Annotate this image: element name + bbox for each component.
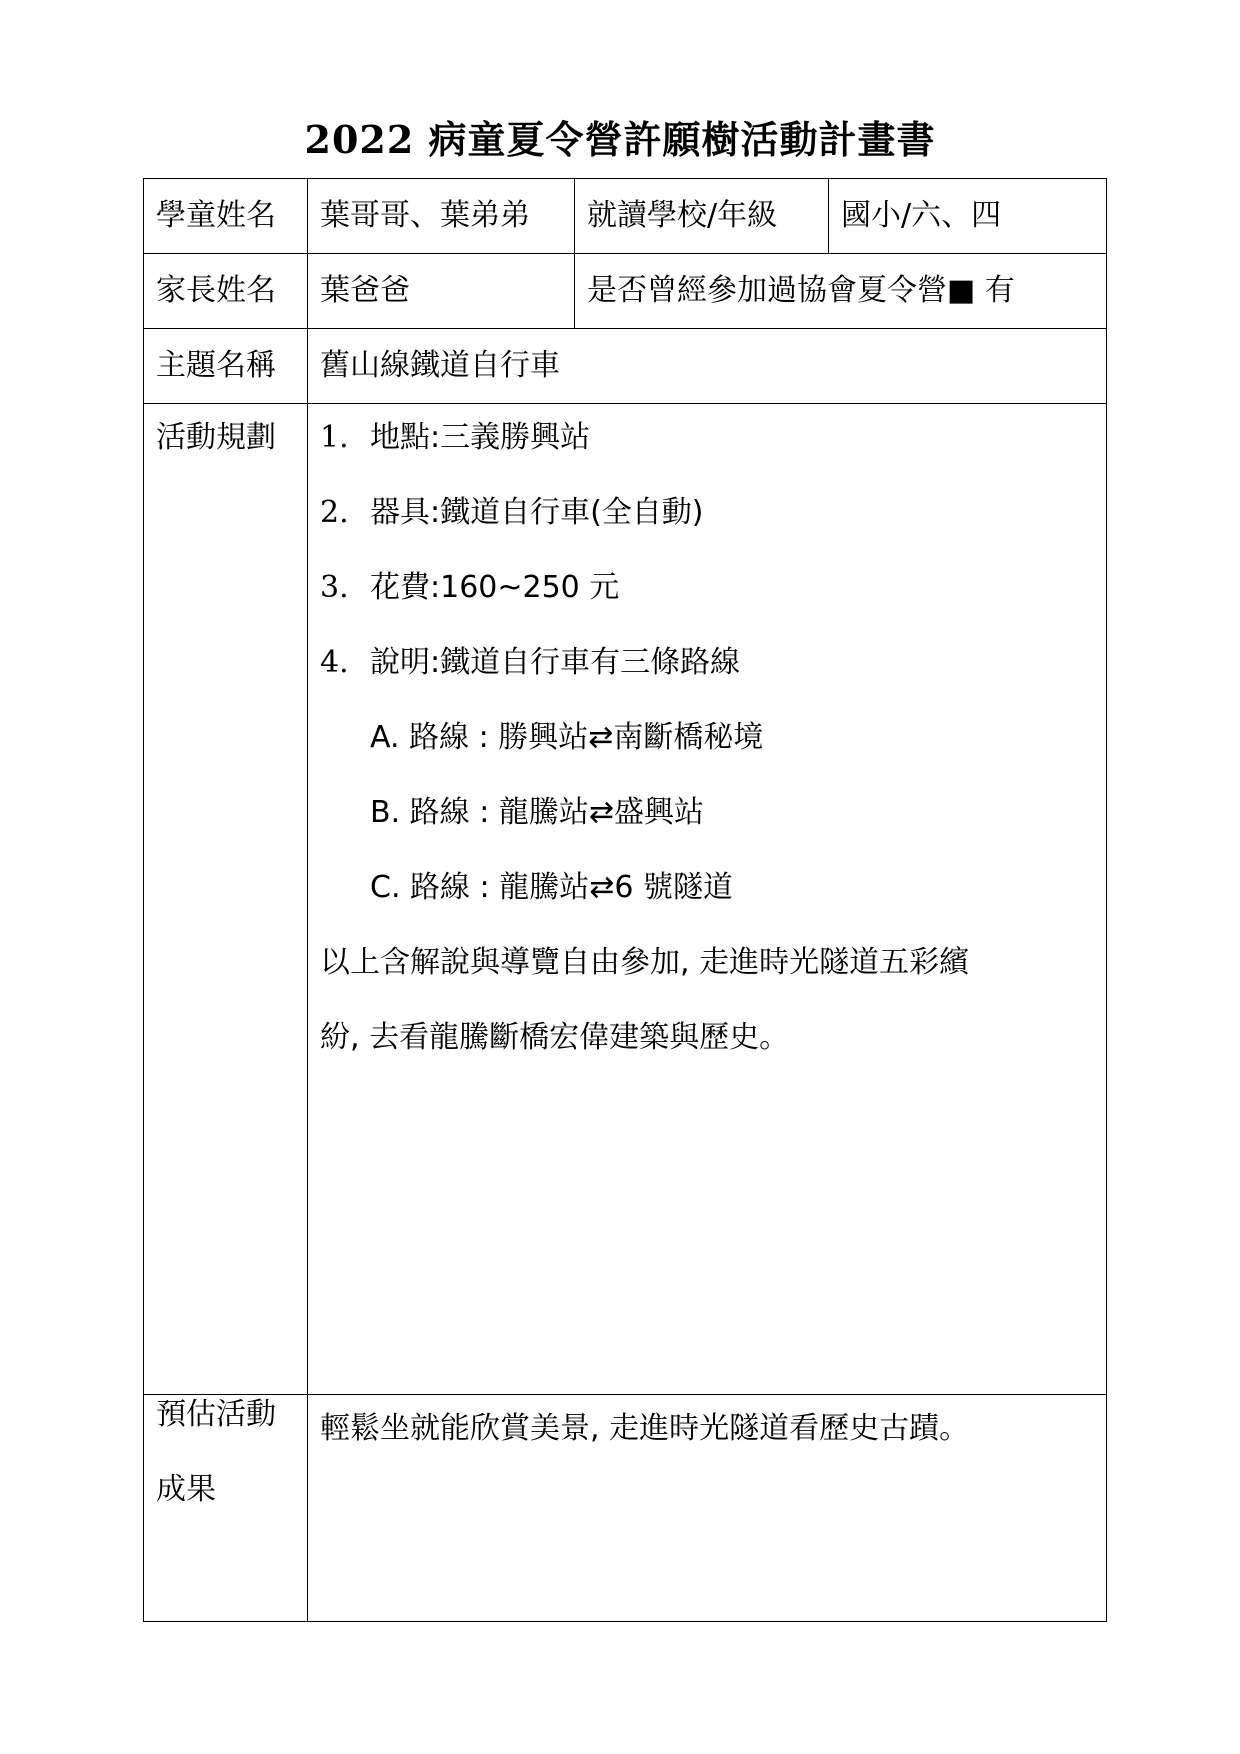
school-grade-value: 國小/六、四 <box>829 179 1107 254</box>
student-name-value: 葉哥哥、葉弟弟 <box>308 179 575 254</box>
result-content <box>308 1395 1107 1622</box>
result-label-line: 成果 <box>156 1472 216 1507</box>
school-grade-label: 就讀學校/年級 <box>575 179 829 254</box>
result-label <box>144 1395 308 1622</box>
plan-form-table <box>143 178 1107 1622</box>
theme-row <box>144 329 1107 404</box>
page-title: 2022 病童夏令營許願樹活動計畫書 <box>304 117 936 162</box>
plan-item <box>320 418 1094 493</box>
plan-item-text: 花費:160~250 元 <box>370 570 620 605</box>
plan-item-text: 說明:鐵道自行車有三條路線 <box>370 645 741 680</box>
plan-summary-line: 紛, 去看龍騰斷橋宏偉建築與歷史。 <box>320 1020 790 1055</box>
attended-before-field: 是否曾經參加過協會夏令營■ 有 <box>575 254 1107 329</box>
route-item: C. 路線 : 龍騰站⇄6 號隧道 <box>370 870 733 905</box>
plan-item-text: 器具:鐵道自行車(全自動) <box>370 495 704 530</box>
plan-summary <box>320 943 1094 1093</box>
plan-item-number: 1. <box>320 420 349 455</box>
student-row <box>144 179 1107 254</box>
theme-value: 舊山線鐵道自行車 <box>308 329 1107 404</box>
plan-summary-line: 以上含解說與導覽自由參加, 走進時光隧道五彩繽 <box>320 945 970 980</box>
route-item: B. 路線 : 龍騰站⇄盛興站 <box>370 795 704 830</box>
plan-content <box>308 404 1107 1395</box>
route-item: A. 路線 : 勝興站⇄南斷橋秘境 <box>370 720 764 755</box>
plan-item <box>320 643 1094 718</box>
parent-name-value: 葉爸爸 <box>308 254 575 329</box>
plan-item <box>320 568 1094 643</box>
plan-item-number: 4. <box>320 645 349 680</box>
result-value: 輕鬆坐就能欣賞美景, 走進時光隧道看歷史古蹟。 <box>320 1411 970 1446</box>
student-name-label: 學童姓名 <box>144 179 308 254</box>
parent-name-label: 家長姓名 <box>144 254 308 329</box>
plan-row <box>144 404 1107 1395</box>
plan-item <box>320 493 1094 568</box>
parent-row <box>144 254 1107 329</box>
plan-label: 活動規劃 <box>144 404 308 1395</box>
plan-item-number: 3. <box>320 570 349 605</box>
result-label-line: 預估活動 <box>156 1397 276 1432</box>
plan-item-number: 2. <box>320 495 349 530</box>
plan-item-text: 地點:三義勝興站 <box>370 420 591 455</box>
result-row <box>144 1395 1107 1622</box>
theme-label: 主題名稱 <box>144 329 308 404</box>
plan-list <box>320 404 1094 943</box>
